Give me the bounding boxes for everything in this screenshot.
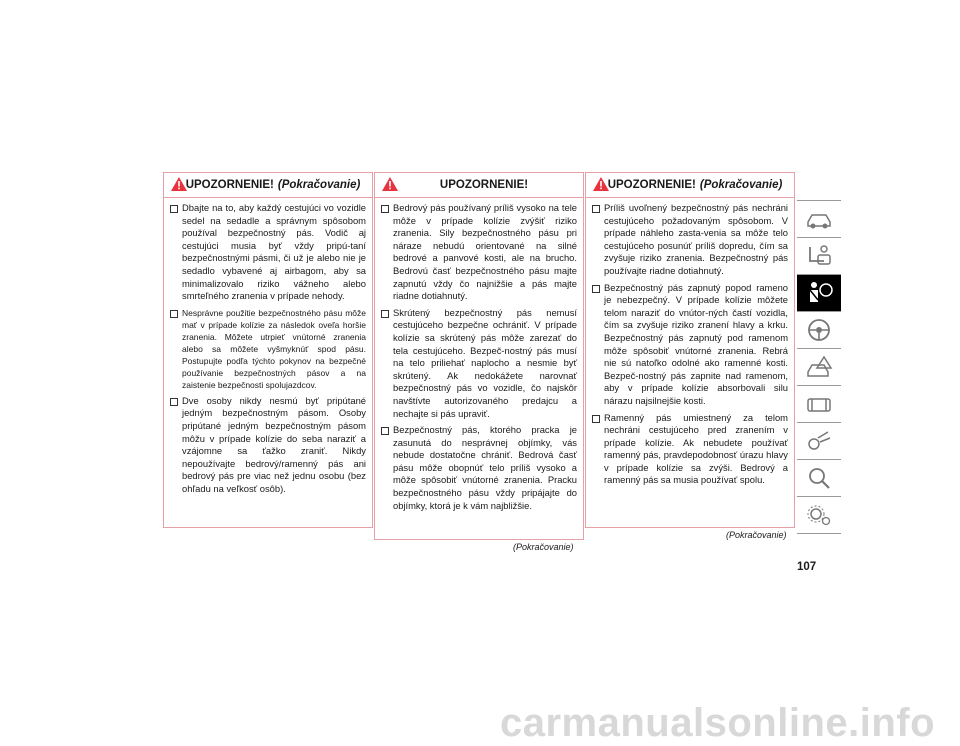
list-item: Bezpečnostný pás, ktorého pracka je zasunutá do nesprávnej objímky, vás nebude dostatočne chrániť. Bedrová časť pásu môže obopnúť telo príliš vysoko a môže spôsobiť vnútorné zranenia. Pracku bezpečnostného pásu vždy pripájajte do objímky, ktorá je k vám najbližšie. [381, 424, 577, 512]
list-item: Skrútený bezpečnostný pás nemusí cestujúceho bezpečne ochrániť. V prípade kolízie sa skrútený pás môže zarezať do tela cestujúceho. Bezpeč-nostný pás musí na telo priliehať naplocho a nesmie byť skrútený. Ak nedokážete narovnať bezpečnostný pás vo vozidle, čo najskôr navštívte autorizovaného predajcu a nechajte si pás upraviť. [381, 307, 577, 420]
checkbox-bullet-icon [170, 310, 178, 318]
list-item: Dve osoby nikdy nesmú byť pripútané jedným bezpečnostným pásom. Osoby pripútané jedným bezpečnostným pásom môžu v prípade kolízie do seba naraziť a vzájomne sa ťažko zraniť. Nikdy nepoužívajte bedrový/ramenný pás ani bedrový pás pre viac než jednu osobu (bez ohľadu na veľkosť osôb). [170, 395, 366, 496]
warning-title-continued: (Pokračovanie) [277, 179, 361, 191]
warning-title: UPOZORNENIE! [439, 179, 529, 191]
car-overview-icon [804, 206, 834, 232]
warning-header [164, 173, 372, 198]
warning-box-3 [585, 172, 795, 528]
list-item: Bedrový pás používaný príliš vysoko na tele môže v prípade kolízie zvýšiť riziko zranenia. Sily bezpečnostného pásu pri náraze nebudú orientované na silné bedrové a panvové kosti, ale na brucho. Bedrovú časť bezpečnostného pásu majte zapnutú vždy čo najnižšie a pás majte riadne dotiahnutý. [381, 202, 577, 303]
continued-note: (Pokračovanie) [513, 542, 574, 552]
warning-header [375, 173, 583, 198]
tab-index[interactable] [797, 459, 841, 496]
warning-header [586, 173, 794, 198]
checkbox-bullet-icon [592, 415, 600, 423]
chapter-tabs [797, 200, 841, 534]
checkbox-bullet-icon [170, 205, 178, 213]
warning-box-2 [374, 172, 584, 540]
warning-box-1 [163, 172, 373, 528]
checkbox-bullet-icon [170, 398, 178, 406]
warning-title: UPOZORNENIE! [185, 179, 274, 191]
checkbox-bullet-icon [592, 205, 600, 213]
warning-lights-icon [804, 354, 834, 380]
list-item: Dbajte na to, aby každý cestujúci vo vozidle sedel na sedadle a správnym spôsobom používal bezpečnostný pás. Vodič aj cestujúci musia byť vždy pripú-taní bezpečnostnými pásmi, či už je alebo nie je sedadlo vybavené aj airbagom, aby sa minimalizovalo riziko vážneho alebo smrteľného zranenia v prípade nehody. [170, 202, 366, 303]
tab-car-overview[interactable] [797, 200, 841, 237]
seatbelt-airbag-icon [804, 280, 834, 306]
checkbox-bullet-icon [381, 205, 389, 213]
warning-triangle-icon [382, 177, 398, 191]
warning-title: UPOZORNENIE! [607, 179, 696, 191]
checkbox-bullet-icon [381, 427, 389, 435]
key-seat-icon [804, 243, 834, 269]
tab-car-service[interactable] [797, 385, 841, 422]
settings-gear-icon [804, 502, 834, 528]
list-item: Ramenný pás umiestnený za telom nechráni cestujúceho pred zranením v prípade kolízie. Ak nebudete používať ramenný pás, pravdepodobnosť úrazu hlavy v prípade kolízie sa zvýši. Bedrový a ramenný pás sa musia používať spolu. [592, 412, 788, 488]
tab-settings[interactable] [797, 496, 841, 534]
warning-triangle-icon [171, 177, 187, 191]
checkbox-bullet-icon [592, 285, 600, 293]
magnifier-icon [804, 465, 834, 491]
tab-key-seat[interactable] [797, 237, 841, 274]
continued-note: (Pokračovanie) [726, 530, 787, 540]
tab-steering[interactable] [797, 311, 841, 348]
list-item: Príliš uvoľnený bezpečnostný pás nechráni cestujúceho požadovaným spôsobom. V prípade náhleho zasta-venia sa môže telo cestujúceho posunúť príliš dopredu, čím sa zvyšuje riziko zranenia. Bezpečnostný pás používajte riadne dotiahnutý. [592, 202, 788, 278]
warning-title-continued: (Pokračovanie) [699, 179, 783, 191]
warning-triangle-icon [593, 177, 609, 191]
tab-road-emergency[interactable] [797, 422, 841, 459]
road-emergency-icon [804, 428, 834, 454]
car-service-icon [804, 391, 834, 417]
list-item: Bezpečnostný pás zapnutý popod rameno je nebezpečný. V prípade kolízie môžete telom naraziť do vnútor-ných častí vozidla, čím sa zvyšuje riziko zranení hlavy a krku. Bezpečnostný pás zapnutý pod ramenom môže spôsobiť vnútorné zranenia. Rebrá nie sú natoľko odolné ako ramenné kosti. Bezpeč-nostný pás zapnite nad ramenom, aby v prípade kolízie absorbovali silu nárazu najsilnejšie kosti. [592, 282, 788, 408]
list-item: Nesprávne použitie bezpečnostného pásu môže mať v prípade kolízie za následok oveľa horšie zranenia. Môžete utrpieť vnútorné zranenia alebo sa môžete vyšmyknúť spod pásu. Postupujte podľa týchto pokynov na bezpečné používanie bezpečnostných pásov a na zaistenie bezpečnosti spolujazdcov. [170, 307, 366, 391]
watermark-text: carmanualsonline.info [500, 701, 936, 745]
tab-warning-lights[interactable] [797, 348, 841, 385]
checkbox-bullet-icon [381, 310, 389, 318]
steering-wheel-icon [804, 317, 834, 343]
page-number: 107 [797, 561, 817, 573]
tab-seatbelt-airbag[interactable] [797, 274, 841, 311]
